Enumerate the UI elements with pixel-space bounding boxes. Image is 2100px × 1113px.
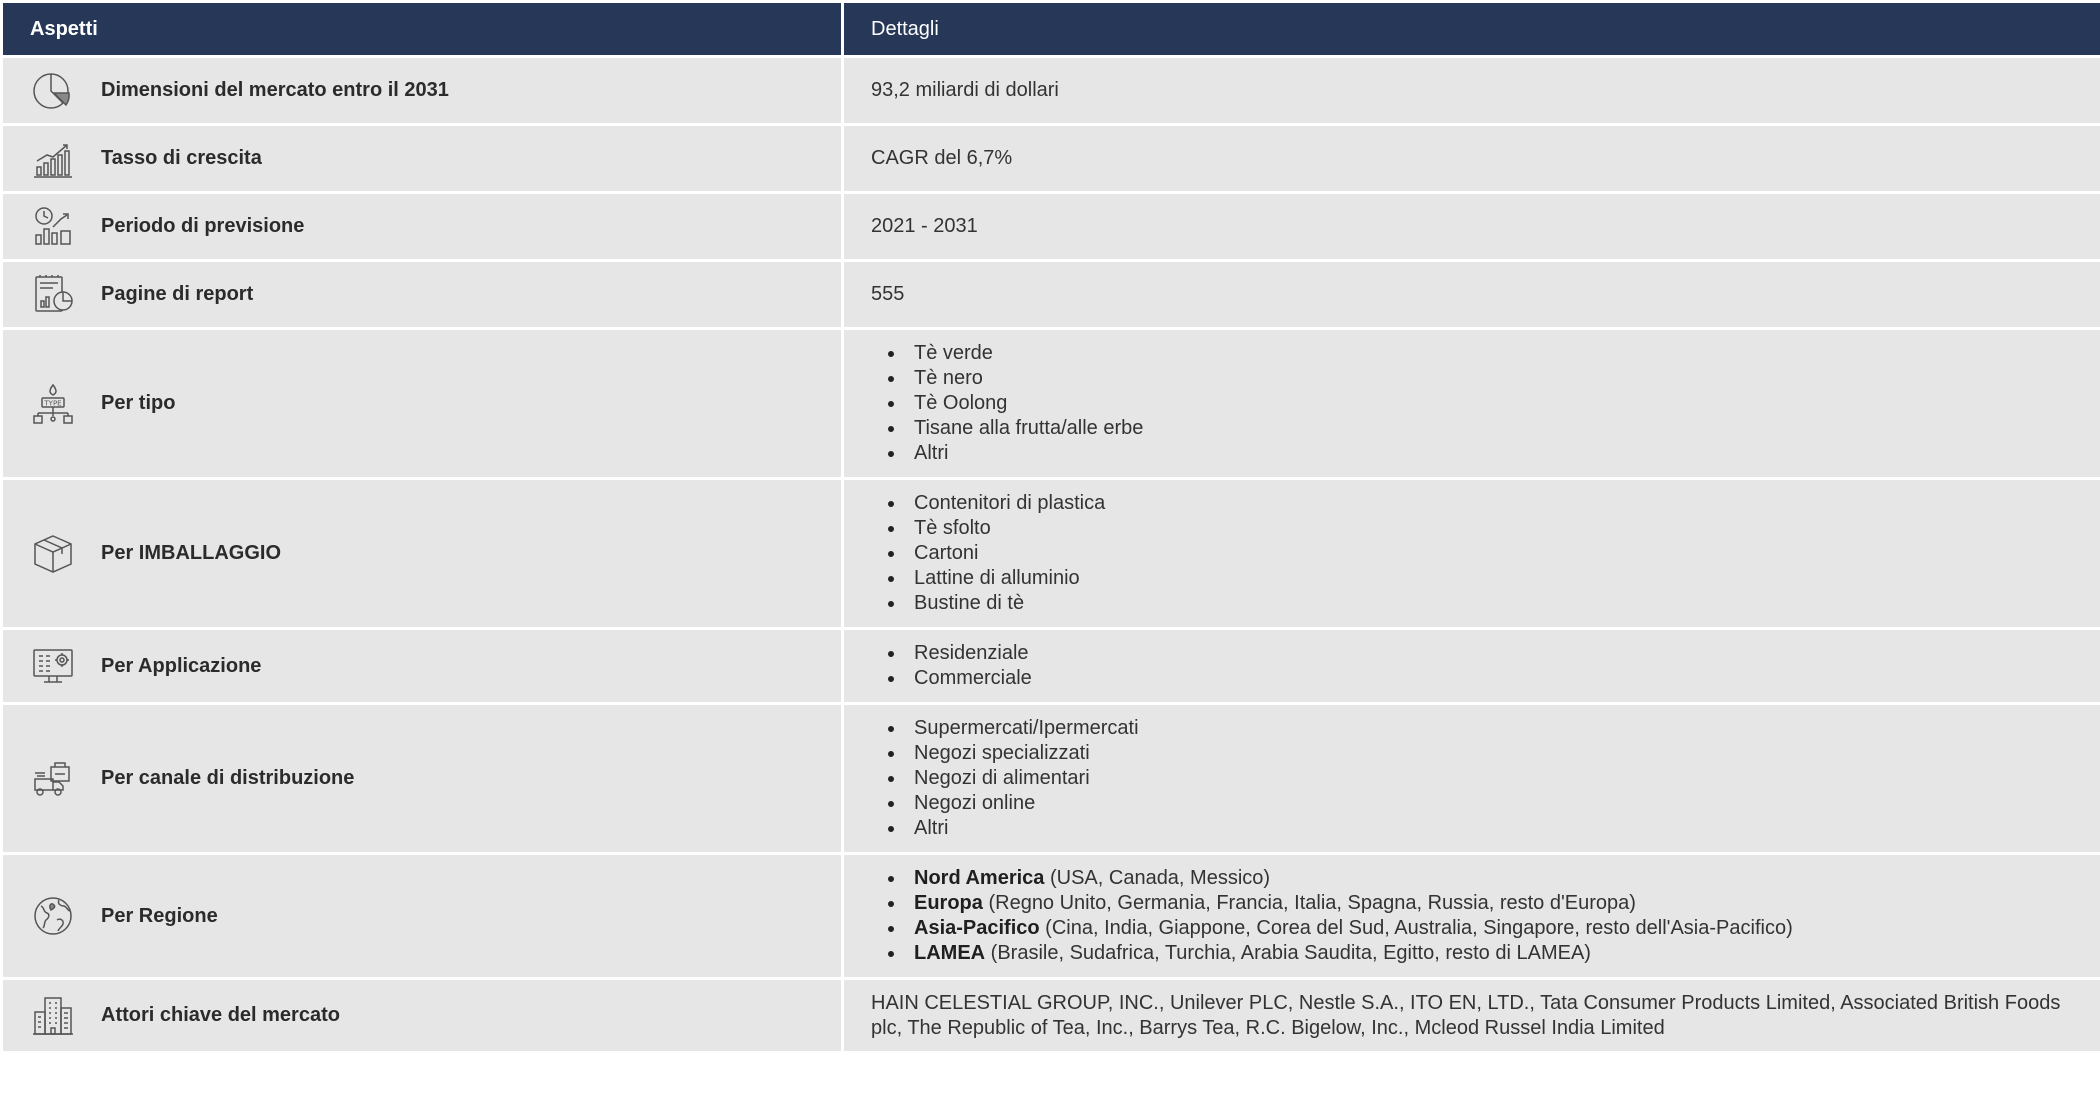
- forecast-icon: [31, 205, 75, 249]
- table-row-by-region: [2, 854, 2100, 979]
- list-item: Supermercati/Ipermercati: [914, 716, 2076, 741]
- row-label: Per tipo: [101, 392, 176, 414]
- region-countries: (Cina, India, Giappone, Corea del Sud, Australia, Singapore, resto dell'Asia-Pacifico): [1039, 917, 1793, 939]
- list-item: Contenitori di plastica: [914, 491, 2076, 516]
- pie-chart-icon: [31, 69, 75, 113]
- svg-text:TYPE: TYPE: [44, 399, 62, 407]
- application-monitor-icon: [31, 644, 75, 688]
- table-row-by-application: [2, 629, 2100, 704]
- row-label: Tasso di crescita: [101, 147, 262, 169]
- header-details: Dettagli: [843, 2, 2100, 57]
- table-row-market-size: [2, 57, 2100, 125]
- list-item: [914, 866, 2076, 891]
- row-detail: 2021 - 2031: [843, 193, 2100, 261]
- list-item: Commerciale: [914, 666, 2076, 691]
- header-aspects: Aspetti: [2, 2, 843, 57]
- type-icon: [31, 382, 75, 426]
- list-item: [914, 916, 2076, 941]
- row-detail: [843, 329, 2100, 479]
- list-item: Negozi di alimentari: [914, 766, 2076, 791]
- list-item: Negozi specializzati: [914, 741, 2076, 766]
- list-item: Tè nero: [914, 366, 2076, 391]
- row-detail: [843, 854, 2100, 979]
- list-item: [914, 941, 2076, 966]
- list-item: Tisane alla frutta/alle erbe: [914, 416, 2076, 441]
- region-countries: (USA, Canada, Messico): [1044, 867, 1271, 889]
- row-label: Per Applicazione: [101, 654, 262, 677]
- region-list: [871, 866, 2076, 966]
- list-item: Residenziale: [914, 641, 2076, 666]
- list-item: Altri: [914, 441, 2076, 466]
- type-list: [871, 341, 2076, 466]
- row-detail: HAIN CELESTIAL GROUP, INC., Unilever PLC, Nestle S.A., ITO EN, LTD., Tata Consumer Products Limited, Associated British Foods plc, The Republic of Tea, Inc., Barrys Tea, R.C. Bigelow, Inc., Mcleod Russel India Limited: [843, 979, 2100, 1053]
- package-box-icon: [31, 532, 75, 576]
- distribution-truck-icon: [31, 757, 75, 801]
- distribution-list: [871, 716, 2076, 841]
- row-label: Periodo di previsione: [101, 215, 305, 237]
- list-item: Negozi online: [914, 791, 2076, 816]
- packaging-list: [871, 491, 2076, 616]
- region-name: Nord America: [914, 867, 1045, 889]
- region-name: Europa: [914, 892, 983, 914]
- table-row-key-players: [2, 979, 2100, 1053]
- globe-region-icon: [31, 894, 75, 938]
- region-countries: (Regno Unito, Germania, Francia, Italia, Spagna, Russia, resto d'Europa): [982, 892, 1636, 914]
- region-name: Asia-Pacifico: [914, 917, 1040, 939]
- list-item: [914, 891, 2076, 916]
- report-pages-icon: [31, 273, 75, 317]
- list-item: Tè sfolto: [914, 516, 2076, 541]
- row-detail: CAGR del 6,7%: [843, 125, 2100, 193]
- list-item: Tè Oolong: [914, 391, 2076, 416]
- list-item: Cartoni: [914, 541, 2076, 566]
- row-detail: [843, 629, 2100, 704]
- row-detail: [843, 479, 2100, 629]
- row-detail: [843, 704, 2100, 854]
- row-detail: 555: [843, 261, 2100, 329]
- list-item: Tè verde: [914, 341, 2076, 366]
- row-label: Pagine di report: [101, 283, 254, 305]
- list-item: Lattine di alluminio: [914, 566, 2076, 591]
- region-name: LAMEA: [914, 942, 986, 964]
- table-row-by-type: [2, 329, 2100, 479]
- table-row-by-distribution-channel: [2, 704, 2100, 854]
- table-row-by-packaging: [2, 479, 2100, 629]
- region-countries: (Brasile, Sudafrica, Turchia, Arabia Saudita, Egitto, resto di LAMEA): [985, 942, 1591, 964]
- list-item: Bustine di tè: [914, 591, 2076, 616]
- row-label: Attori chiave del mercato: [101, 1004, 340, 1026]
- key-players-building-icon: [31, 994, 75, 1038]
- table-row-growth-rate: [2, 125, 2100, 193]
- table-row-forecast-period: [2, 193, 2100, 261]
- row-label: Per canale di distribuzione: [101, 767, 355, 789]
- header-row: [2, 2, 2100, 57]
- application-list: [871, 641, 2076, 691]
- growth-chart-icon: [31, 137, 75, 181]
- row-label: Per Regione: [101, 904, 218, 927]
- row-label: Dimensioni del mercato entro il 2031: [101, 79, 449, 101]
- row-detail: 93,2 miliardi di dollari: [843, 57, 2100, 125]
- table-row-report-pages: [2, 261, 2100, 329]
- row-label: Per IMBALLAGGIO: [101, 542, 282, 564]
- list-item: Altri: [914, 816, 2076, 841]
